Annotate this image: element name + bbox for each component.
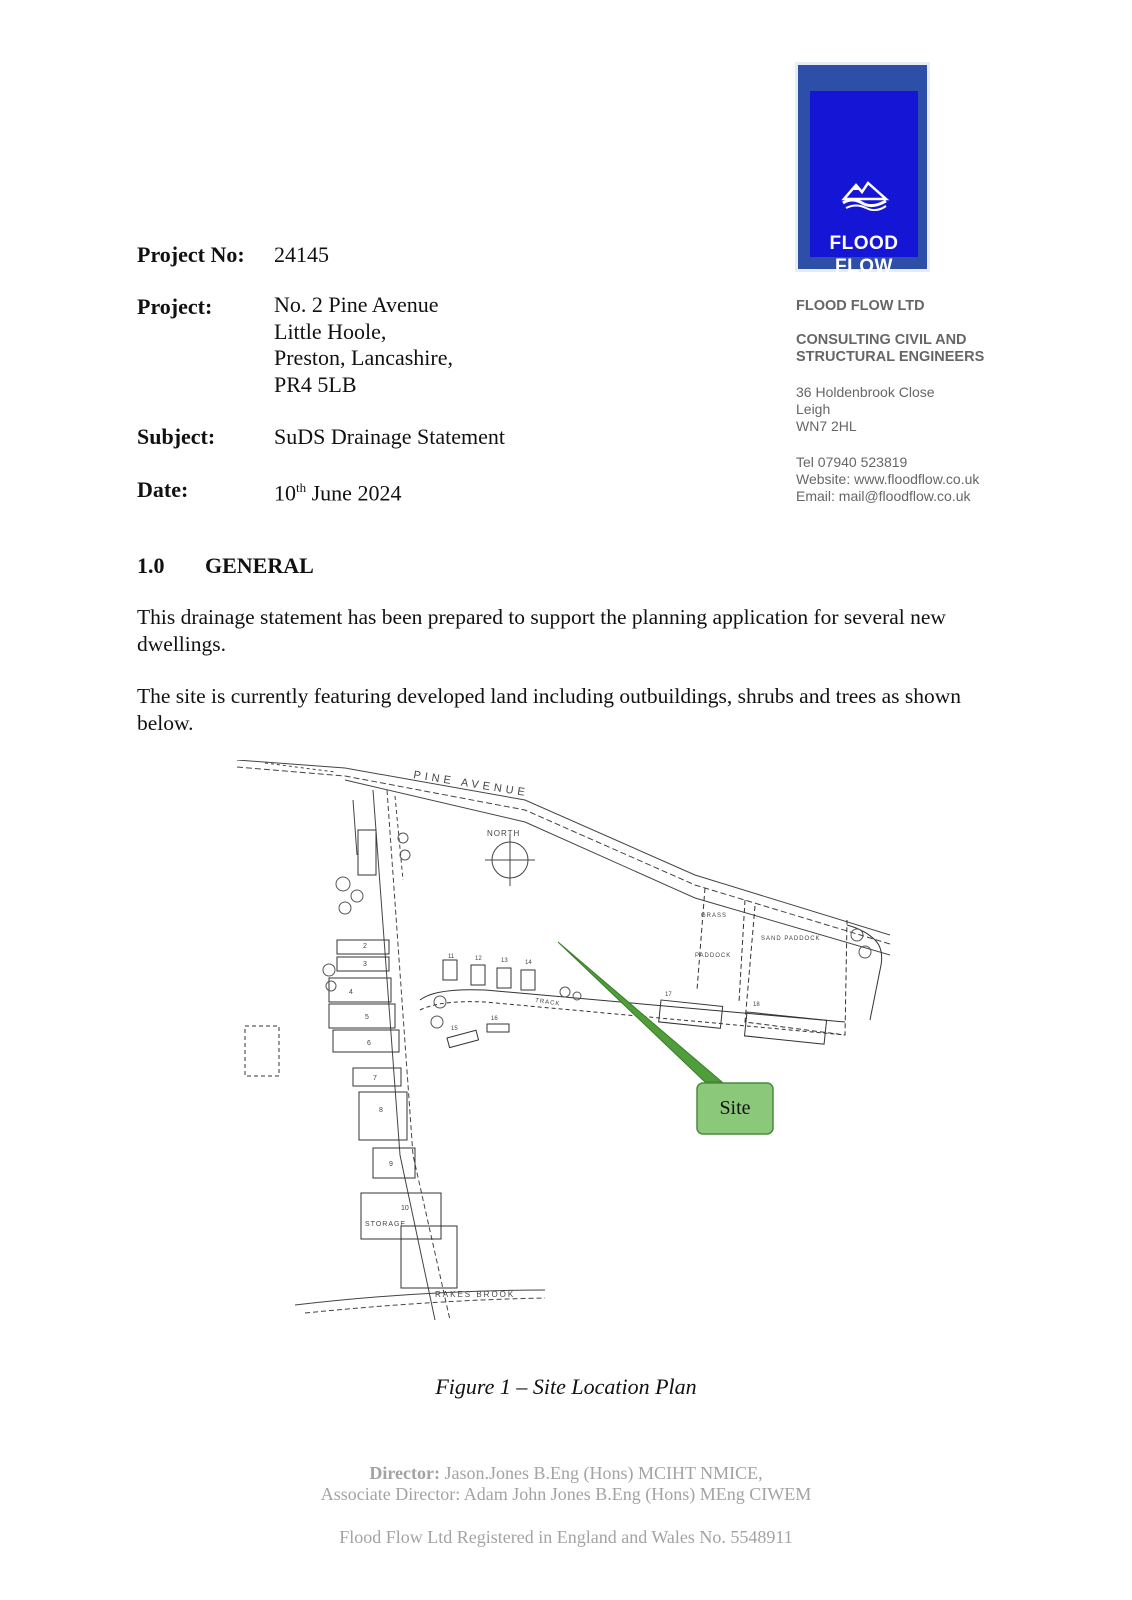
logo-text-flood: FLOOD bbox=[829, 233, 899, 254]
address-line3: WN7 2HL bbox=[796, 418, 857, 434]
north-label: NORTH bbox=[487, 829, 521, 838]
company-email[interactable]: Email: mail@floodflow.co.uk bbox=[796, 488, 971, 504]
plan-number: 15 bbox=[451, 1026, 458, 1032]
figure-caption: Figure 1 – Site Location Plan bbox=[435, 1374, 697, 1399]
footer-associate: Associate Director: Adam John Jones B.Eng (Hons) MEng CIWEM bbox=[320, 1484, 812, 1504]
plan-number: 3 bbox=[363, 961, 367, 968]
date-suffix: th bbox=[296, 480, 307, 495]
address-line1: 36 Holdenbrook Close bbox=[796, 384, 935, 400]
brook-label: RAKES BROOK bbox=[435, 1290, 516, 1299]
company-tel: Tel 07940 523819 bbox=[796, 454, 908, 470]
section-number: 1.0 bbox=[137, 553, 165, 578]
company-website[interactable]: Website: www.floodflow.co.uk bbox=[796, 471, 980, 487]
plan-number: 11 bbox=[448, 954, 455, 960]
mountain-wave-icon bbox=[840, 181, 890, 211]
plan-number: 6 bbox=[367, 1040, 371, 1047]
plan-number: 12 bbox=[475, 956, 482, 962]
site-callout-label: Site bbox=[719, 1097, 751, 1119]
site-location-plan bbox=[225, 760, 925, 1350]
logo-panel bbox=[810, 91, 918, 277]
pine-avenue-road bbox=[237, 760, 890, 955]
plan-number: 4 bbox=[349, 989, 353, 996]
grass-label: GRASS bbox=[701, 913, 728, 919]
project-no-label: Project No: bbox=[137, 242, 245, 267]
paddock-label: PADDOCK bbox=[695, 953, 732, 959]
company-logo bbox=[795, 62, 930, 277]
central-stables bbox=[420, 960, 845, 1048]
logo-text-flow: FLOW bbox=[835, 256, 893, 277]
project-line: Preston, Lancashire, bbox=[274, 345, 453, 370]
director-label: Director: bbox=[369, 1463, 440, 1483]
director-name: Jason.Jones B.Eng (Hons) MCIHT NMICE, bbox=[439, 1463, 763, 1483]
date-value bbox=[274, 475, 401, 507]
north-arrow-icon bbox=[485, 834, 535, 886]
date-label: Date: bbox=[137, 477, 189, 502]
tree-symbols bbox=[323, 833, 871, 1028]
project-line: Little Hoole, bbox=[274, 318, 387, 344]
plan-number: 13 bbox=[501, 958, 508, 964]
track-label: TRACK bbox=[534, 998, 561, 1008]
project-label: Project: bbox=[137, 294, 213, 319]
date-rest: June 2024 bbox=[306, 480, 402, 506]
left-buildings bbox=[245, 830, 457, 1288]
paragraph-site: The site is currently featuring developed land including outbuildings, shrubs and trees as shown below. bbox=[137, 684, 961, 735]
plan-number: 17 bbox=[665, 992, 672, 998]
plan-number: 18 bbox=[753, 1002, 760, 1008]
project-address bbox=[274, 292, 453, 398]
subject-label: Subject: bbox=[137, 424, 216, 449]
plan-number: 2 bbox=[363, 943, 367, 950]
project-no-value: 24145 bbox=[274, 242, 329, 267]
footer-registration: Flood Flow Ltd Registered in England and Wales No. 5548911 bbox=[339, 1527, 793, 1547]
plan-number: 8 bbox=[379, 1107, 383, 1114]
project-line: No. 2 Pine Avenue bbox=[274, 292, 439, 317]
storage-label: STORAGE bbox=[365, 1221, 407, 1228]
company-name: FLOOD FLOW LTD bbox=[796, 298, 925, 314]
paragraph-intro: This drainage statement has been prepared to support the planning application for several new dwellings. bbox=[137, 605, 946, 656]
plan-number: 7 bbox=[373, 1075, 377, 1082]
company-desc-line2: STRUCTURAL ENGINEERS bbox=[796, 349, 985, 365]
date-day: 10 bbox=[274, 480, 296, 506]
sand-paddock-label: SAND PADDOCK bbox=[761, 936, 821, 942]
plan-number: 9 bbox=[389, 1161, 393, 1168]
plan-number: 14 bbox=[525, 960, 532, 966]
footer-director bbox=[0, 1463, 1132, 1484]
plan-number: 10 bbox=[401, 1205, 409, 1212]
callout-pointer bbox=[558, 942, 722, 1082]
company-desc-line1: CONSULTING CIVIL AND bbox=[796, 332, 967, 348]
project-line: PR4 5LB bbox=[274, 371, 357, 397]
plan-number: 16 bbox=[491, 1016, 498, 1022]
address-line2: Leigh bbox=[796, 401, 831, 417]
section-title: GENERAL bbox=[205, 553, 314, 578]
subject-value: SuDS Drainage Statement bbox=[274, 424, 505, 449]
plan-number: 5 bbox=[365, 1014, 369, 1021]
road-label: PINE AVENUE bbox=[412, 769, 530, 800]
